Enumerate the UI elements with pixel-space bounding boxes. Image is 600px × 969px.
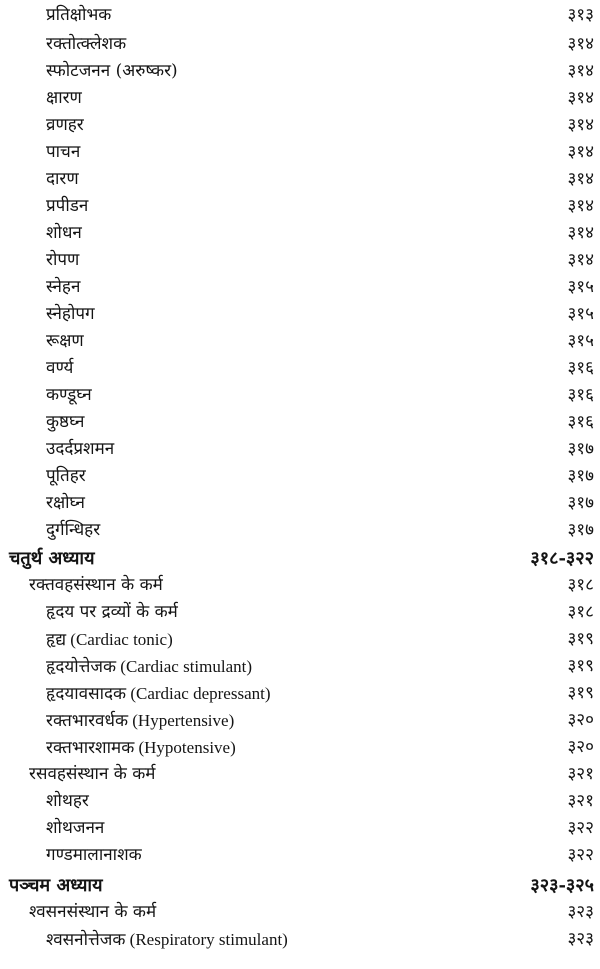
toc-entry	[0, 85, 600, 112]
toc-section-page: ३२३	[567, 902, 594, 922]
toc-entry-title: शोथजनन	[46, 818, 105, 838]
toc-entry-page: ३१५	[567, 331, 594, 351]
toc-entry	[0, 707, 600, 734]
toc-section	[0, 572, 600, 599]
toc-entry-page: ३१७	[567, 493, 594, 513]
toc-entry	[0, 436, 600, 463]
toc-entry-title: रूक्षण	[46, 331, 84, 351]
toc-entry-page: ३१९	[567, 683, 594, 703]
toc-entry-title: गण्डमालानाशक	[46, 845, 142, 865]
toc-entry-title: शोथहर	[46, 791, 89, 811]
toc-entry-page: ३१९	[567, 656, 594, 676]
toc-entry-page: ३२२	[567, 818, 594, 838]
toc-entry-page: ३१५	[567, 304, 594, 324]
toc-entry	[0, 247, 600, 274]
toc-entry-page: ३१४	[567, 250, 594, 270]
toc-entry	[0, 653, 600, 680]
toc-entry-page: ३१४	[567, 196, 594, 216]
toc-entry-title: हृदय पर द्रव्यों के कर्म	[46, 602, 178, 622]
toc-entry-page: ३१४	[567, 88, 594, 108]
chapter-heading	[0, 872, 600, 899]
toc-entry-title: स्नेहन	[46, 277, 81, 297]
chapter-page-range: ३१८-३२२	[530, 548, 594, 569]
toc-entry	[0, 517, 600, 544]
toc-entry-title: पाचन	[46, 142, 81, 162]
toc-entry-title: दुर्गन्धिहर	[46, 520, 101, 540]
toc-entry	[0, 220, 600, 247]
toc-entry-page: ३१६	[567, 385, 594, 405]
chapter-title: चतुर्थ अध्याय	[9, 548, 95, 569]
toc-section-title: रसवहसंस्थान के कर्म	[29, 764, 156, 784]
toc-entry	[0, 58, 600, 85]
toc-entry	[0, 31, 600, 58]
toc-entry	[0, 599, 600, 626]
chapter-heading	[0, 545, 600, 572]
toc-section-page: ३२१	[567, 764, 594, 784]
toc-entry-title: स्नेहोपग	[46, 304, 95, 324]
toc-entry	[0, 680, 600, 707]
toc-entry-title: कुष्ठघ्न	[46, 412, 85, 432]
toc-section	[0, 899, 600, 926]
toc-entry	[0, 382, 600, 409]
toc-entry-title: रक्तभारशामक (Hypotensive)	[46, 738, 236, 757]
toc-entry-title: कण्डूघ्न	[46, 385, 92, 405]
toc-entry-title: रोपण	[46, 250, 80, 270]
toc-entry-page: ३२२	[567, 845, 594, 865]
toc-entry-title: हृद्य (Cardiac tonic)	[46, 630, 173, 649]
toc-entry	[0, 490, 600, 517]
toc-entry-page: ३१८	[567, 602, 594, 622]
toc-entry	[0, 734, 600, 761]
toc-entry-page: ३१३	[567, 5, 594, 25]
toc-entry-page: ३१९	[567, 629, 594, 649]
toc-entry-title: प्रतिक्षोभक	[46, 5, 112, 25]
toc-section	[0, 761, 600, 788]
toc-entry-title: वर्ण्य	[46, 358, 74, 378]
toc-entry	[0, 842, 600, 869]
toc-entry-title: हृदयोत्तेजक (Cardiac stimulant)	[46, 657, 253, 676]
toc-entry-page: ३१४	[567, 169, 594, 189]
toc-entry-page: ३१४	[567, 61, 594, 81]
toc-entry	[0, 166, 600, 193]
toc-entry-title: रक्तभारवर्धक (Hypertensive)	[46, 711, 235, 730]
toc-entry	[0, 463, 600, 490]
toc-section-title: रक्तवहसंस्थान के कर्म	[29, 575, 163, 595]
toc-entry-page: ३१७	[567, 466, 594, 486]
toc-entry	[0, 355, 600, 382]
toc-entry-title: दारण	[46, 169, 79, 189]
chapter-page-range: ३२३-३२५	[530, 875, 594, 896]
toc-entry-title: व्रणहर	[46, 115, 84, 135]
toc-entry-title: श्वसनोत्तेजक (Respiratory stimulant)	[46, 930, 288, 949]
toc-entry-page: ३२१	[567, 791, 594, 811]
toc-entry-title: रक्तोत्क्लेशक	[46, 34, 127, 54]
toc-entry	[0, 815, 600, 842]
toc-entry-page: ३१४	[567, 223, 594, 243]
toc-entry-page: ३१६	[567, 358, 594, 378]
toc-entry-title: हृदयावसादक (Cardiac depressant)	[46, 684, 271, 703]
toc-entry	[0, 626, 600, 653]
toc-entry-page: ३१६	[567, 412, 594, 432]
toc-entry-title: प्रपीडन	[46, 196, 89, 216]
toc-entry-page: ३१४	[567, 34, 594, 54]
toc-entry-page: ३२०	[567, 737, 594, 757]
toc-entry	[0, 788, 600, 815]
toc-entry	[0, 139, 600, 166]
toc-entry-page: ३१४	[567, 142, 594, 162]
toc-entry-page: ३१४	[567, 115, 594, 135]
toc-entry	[0, 193, 600, 220]
toc-entry-page: ३२३	[567, 929, 594, 949]
toc-entry	[0, 409, 600, 436]
toc-entry	[0, 2, 600, 29]
toc-entry-title: शोधन	[46, 223, 82, 243]
toc-entry-page: ३१७	[567, 439, 594, 459]
toc-entry-page: ३१५	[567, 277, 594, 297]
toc-entry-title: क्षारण	[46, 88, 82, 108]
toc-section-title: श्वसनसंस्थान के कर्म	[29, 902, 157, 922]
toc-entry-title: उदर्दप्रशमन	[46, 439, 115, 459]
toc-entry	[0, 112, 600, 139]
toc-entry	[0, 301, 600, 328]
toc-entry-title: रक्षोघ्न	[46, 493, 85, 513]
toc-entry	[0, 926, 600, 953]
toc-section-page: ३१८	[567, 575, 594, 595]
toc-entry	[0, 328, 600, 355]
toc-entry	[0, 274, 600, 301]
chapter-title: पञ्चम अध्याय	[9, 875, 103, 896]
toc-entry-page: ३२०	[567, 710, 594, 730]
toc-entry-title: पूतिहर	[46, 466, 86, 486]
toc-entry-title: स्फोटजनन (अरुष्कर)	[46, 61, 178, 81]
toc-entry-page: ३१७	[567, 520, 594, 540]
